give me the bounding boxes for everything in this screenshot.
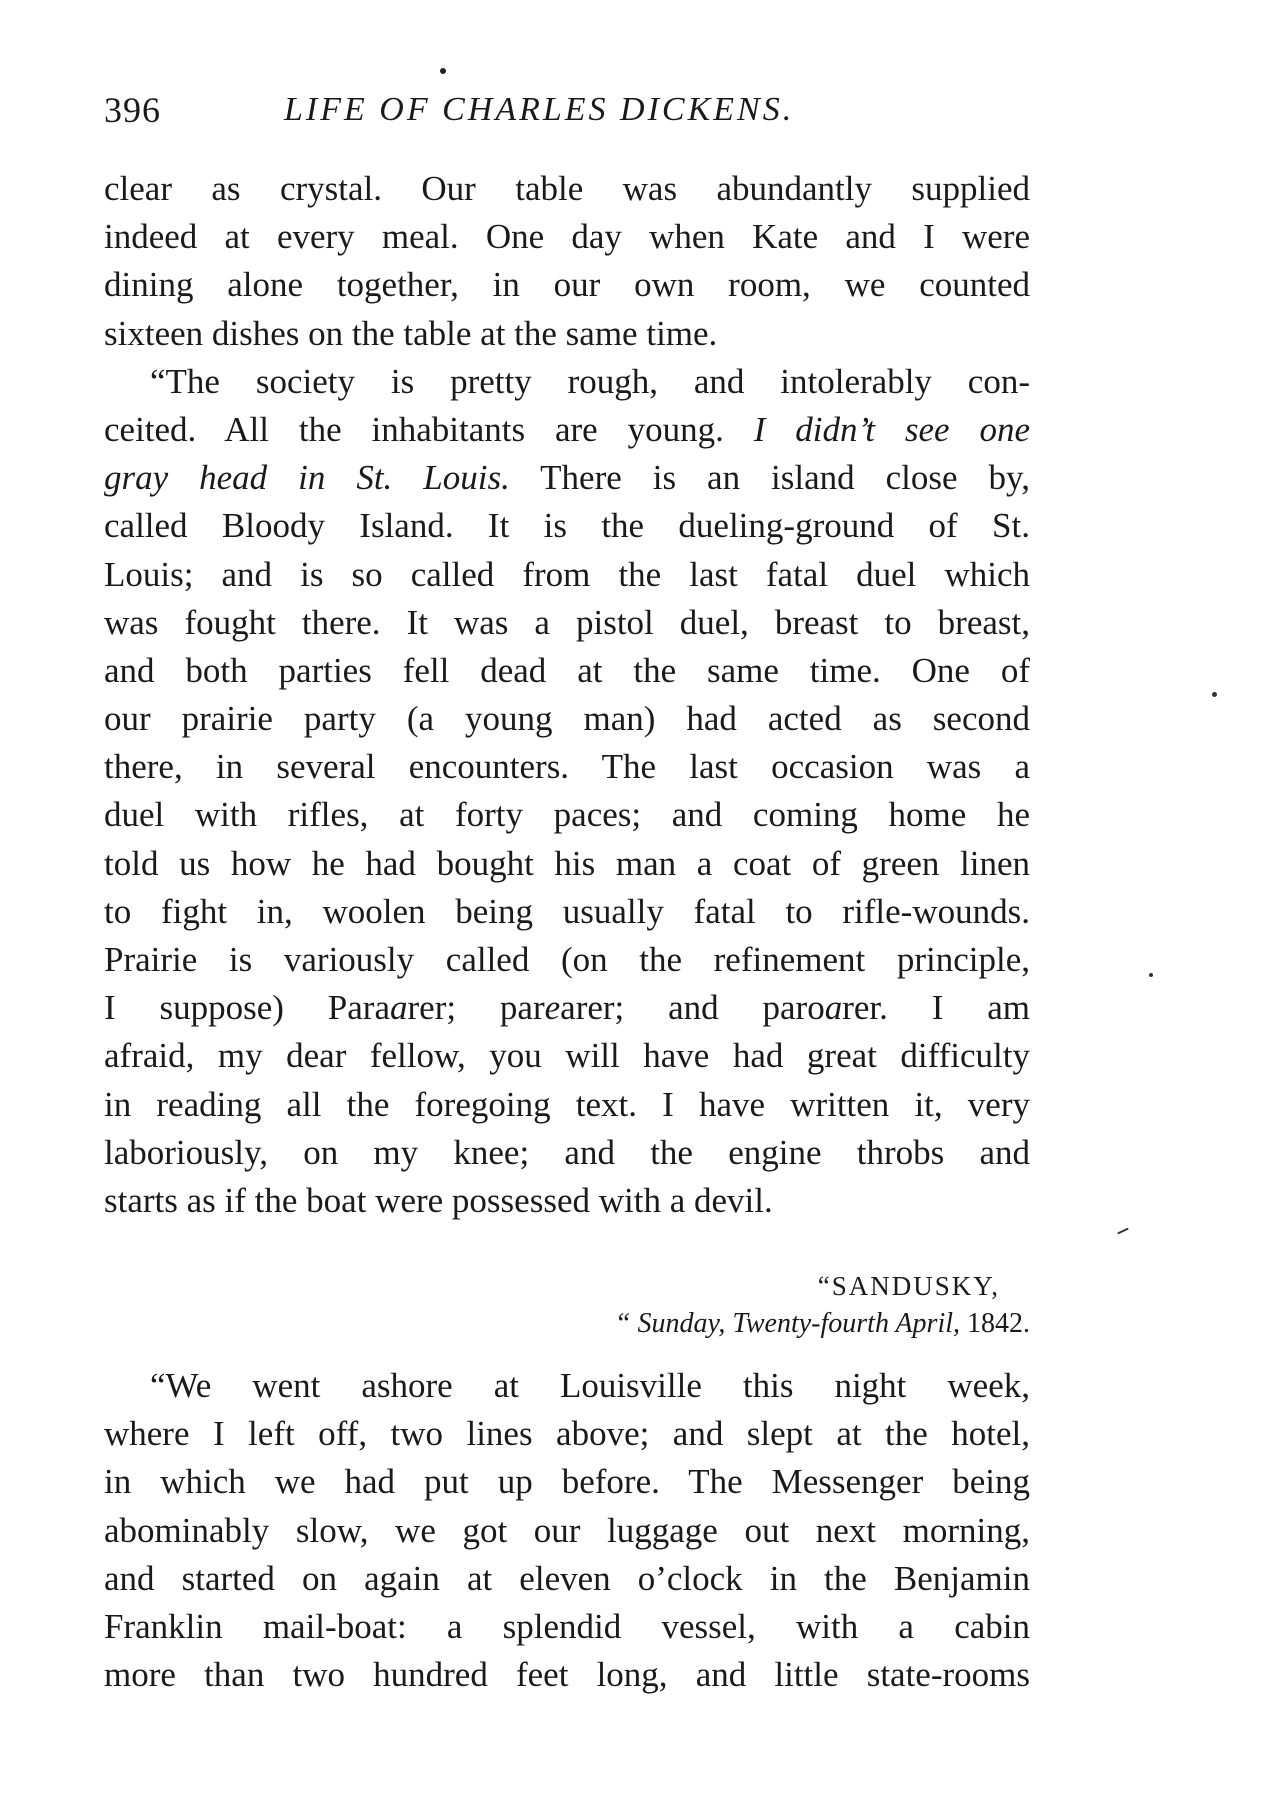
letter-date	[104, 1306, 1030, 1342]
text-line: Louis; and is so called from the last fatal duel which	[104, 554, 1030, 594]
text-span: rer. I am	[842, 988, 1031, 1028]
running-head	[104, 80, 1030, 140]
text-line: laboriously, on my knee; and the engine throbs and	[104, 1132, 1030, 1172]
page-number: 396	[104, 90, 161, 130]
text-block-1	[104, 165, 1030, 1225]
text-span: ceited. All the inhabitants are young.	[104, 409, 754, 449]
ink-dot	[440, 68, 446, 74]
ink-speck	[1149, 973, 1153, 977]
text-line: dining alone together, in our own room, we counted	[104, 265, 1030, 305]
italic-text: I didn’t see one	[753, 409, 1030, 449]
text-line: was fought there. It was a pistol duel, breast to breast,	[104, 602, 1030, 642]
date-text: “ Sunday, Twenty-fourth April,	[614, 1308, 967, 1339]
text-span: arer; and paro	[560, 988, 825, 1028]
text-line: Prairie is variously called (on the refinement principle,	[104, 940, 1030, 979]
text-span: There is an island close by,	[509, 458, 1030, 498]
text-line: afraid, my dear fellow, you will have had great difficulty	[104, 1036, 1030, 1076]
text-line: to fight in, woolen being usually fatal to rifle-wounds.	[104, 891, 1030, 931]
italic-text: gray head in St. Louis.	[104, 458, 510, 498]
text-span: I suppose) Para	[104, 988, 390, 1028]
text-line: abominably slow, we got our luggage out next morning,	[104, 1510, 1030, 1550]
text-line: our prairie party (a young man) had acted as second	[104, 699, 1030, 739]
text-line: “The society is pretty rough, and intolerably con-	[150, 361, 1030, 401]
date-year: 1842.	[967, 1308, 1030, 1339]
text-line: “We went ashore at Louisville this night week,	[150, 1366, 1030, 1405]
text-line: in which we had put up before. The Messenger being	[104, 1462, 1030, 1502]
italic-letter: a	[824, 988, 843, 1028]
letter-place: “SANDUSKY,	[817, 1271, 1000, 1301]
text-line: indeed at every meal. One day when Kate and I were	[104, 217, 1030, 257]
text-line: called Bloody Island. It is the dueling-ground of St.	[104, 506, 1030, 546]
text-line: clear as crystal. Our table was abundantly supplied	[104, 169, 1030, 208]
text-line: duel with rifles, at forty paces; and coming home he	[104, 795, 1030, 835]
text-block-2	[104, 1362, 1030, 1699]
ink-speck	[1117, 1228, 1129, 1235]
ink-speck	[1212, 692, 1217, 697]
text-line: and both parties fell dead at the same time. One of	[104, 650, 1030, 690]
text-line: in reading all the foregoing text. I have written it, very	[104, 1084, 1030, 1124]
text-line	[104, 984, 1030, 1032]
text-line: sixteen dishes on the table at the same time.	[104, 313, 718, 353]
italic-letter: e	[544, 988, 561, 1028]
text-line: Franklin mail-boat: a splendid vessel, with a cabin	[104, 1606, 1030, 1646]
running-title: LIFE OF CHARLES DICKENS.	[284, 91, 795, 128]
text-span: rer; par	[407, 988, 545, 1028]
text-line	[104, 454, 1030, 502]
text-line: there, in several encounters. The last occasion was a	[104, 747, 1030, 787]
text-line: told us how he had bought his man a coat of green linen	[104, 843, 1030, 883]
text-line: where I left off, two lines above; and slept at the hotel,	[104, 1414, 1030, 1454]
text-line: more than two hundred feet long, and little state-rooms	[104, 1655, 1030, 1695]
text-line: starts as if the boat were possessed with a devil.	[104, 1180, 773, 1220]
text-line: and started on again at eleven o’clock in the Benjamin	[104, 1558, 1030, 1598]
text-line	[104, 406, 1030, 454]
italic-letter: a	[390, 988, 408, 1028]
